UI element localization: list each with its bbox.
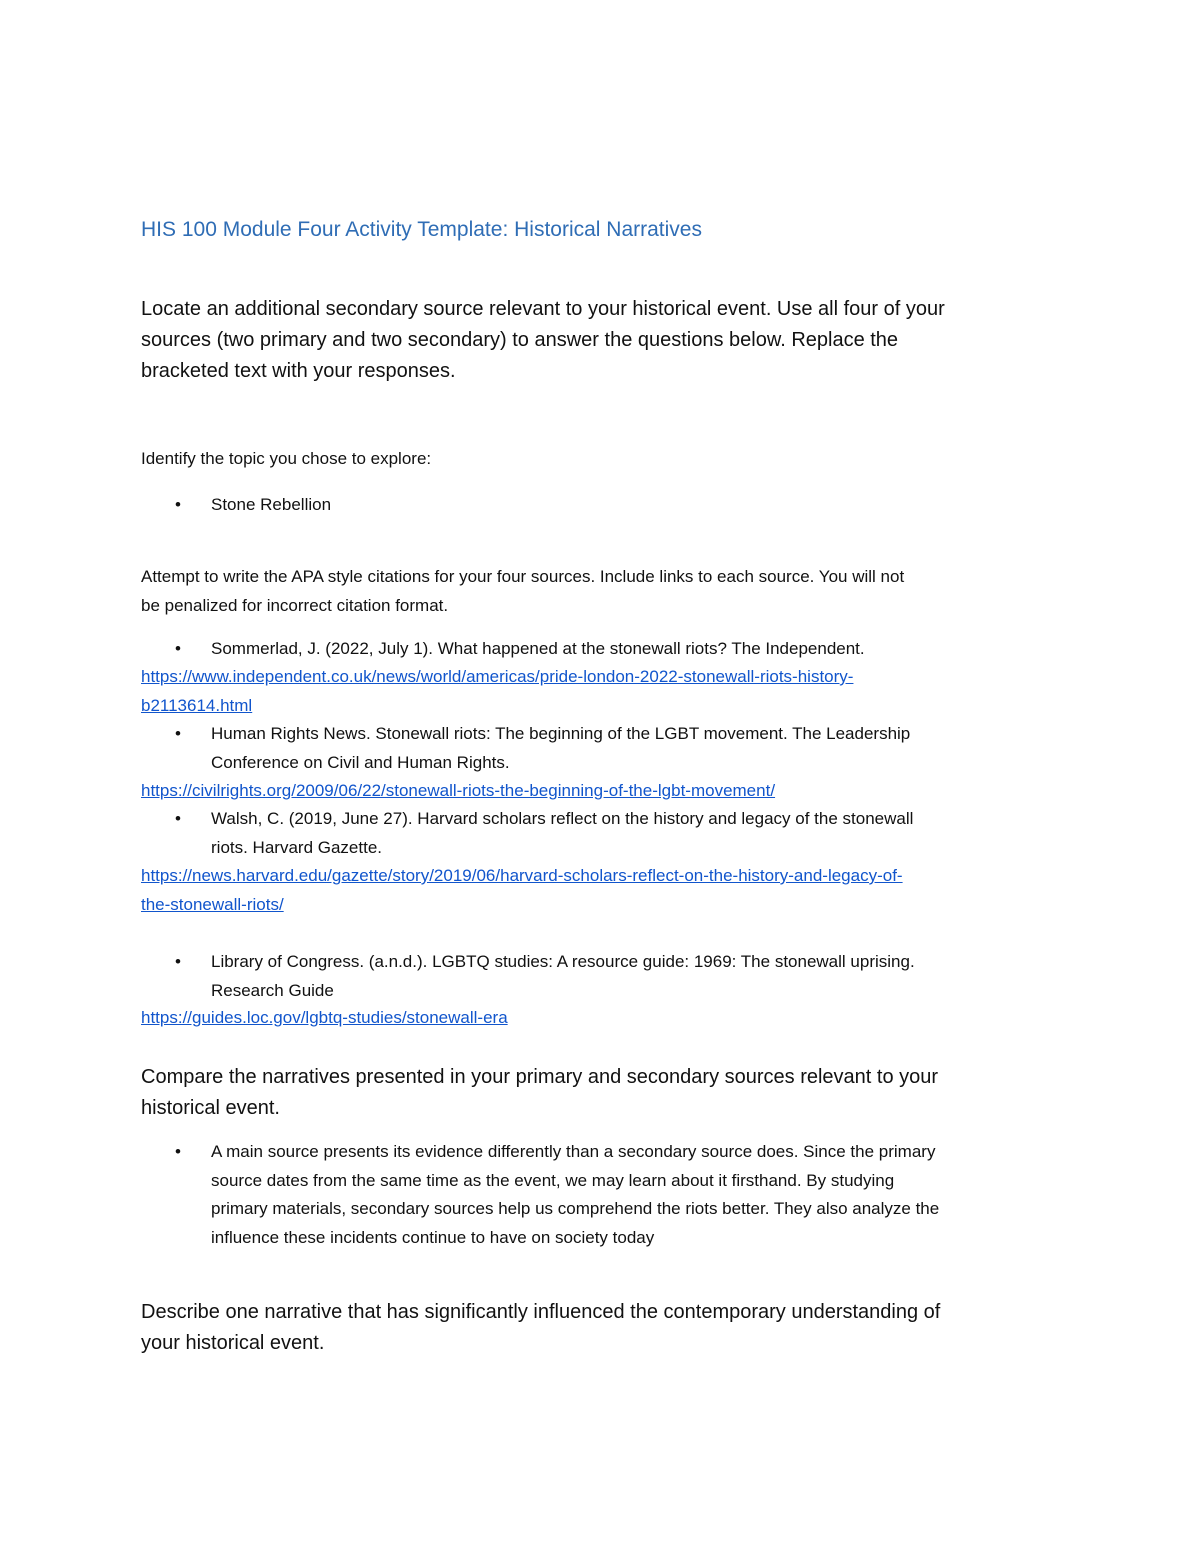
topic-answer: Stone Rebellion [211,495,332,514]
bullet-icon: • [175,952,181,971]
bullet-icon: • [175,495,181,514]
citation-text-line: Walsh, C. (2019, June 27). Harvard scholars reflect on the history and legacy of the stonewall [211,809,914,828]
compare-question [141,1062,1071,1124]
bullet-icon: • [175,639,181,658]
describe-question-line: your historical event. [141,1332,325,1354]
compare-answer-line: A main source presents its evidence differently than a secondary source does. Since the primary [211,1142,936,1161]
intro-line: bracketed text with your responses. [141,360,456,382]
compare-answer-line: influence these incidents continue to have on society today [211,1227,655,1247]
citation-text-line: Conference on Civil and Human Rights. [211,752,510,772]
document-title: HIS 100 Module Four Activity Template: Historical Narratives [141,218,702,241]
bullet-icon: • [175,1142,181,1161]
citation-link[interactable] [141,663,853,720]
citation-text-line: Sommerlad, J. (2022, July 1). What happened at the stonewall riots? The Independent. [211,639,865,658]
intro-line: Locate an additional secondary source relevant to your historical event. Use all four of your [141,298,945,320]
citation-link-line[interactable]: https://guides.loc.gov/lgbtq-studies/stonewall-era [141,1008,508,1027]
citation-link-line[interactable]: https://news.harvard.edu/gazette/story/2019/06/harvard-scholars-reflect-on-the-history-and-legacy-of- [141,866,903,885]
intro-line: sources (two primary and two secondary) to answer the questions below. Replace the [141,329,899,351]
citation-link[interactable] [141,777,775,806]
bullet-icon: • [175,724,181,743]
citation-text-line: Research Guide [211,980,334,1000]
citation-link-line[interactable]: https://www.independent.co.uk/news/world/americas/pride-london-2022-stonewall-riots-history- [141,667,854,686]
citation-prompt-line: be penalized for incorrect citation format. [141,596,449,615]
citation-link[interactable] [141,1004,508,1033]
citation-prompt-line: Attempt to write the APA style citations for your four sources. Include links to each source. You will not [141,567,905,586]
citation-link-line[interactable]: b2113614.html [141,695,253,715]
citation-text-line: Library of Congress. (a.n.d.). LGBTQ studies: A resource guide: 1969: The stonewall uprising. [211,952,915,971]
describe-question-line: Describe one narrative that has significantly influenced the contemporary understanding of [141,1301,941,1323]
bullet-icon: • [175,809,181,828]
describe-question [141,1297,1071,1359]
citation-link-line[interactable]: https://civilrights.org/2009/06/22/stonewall-riots-the-beginning-of-the-lgbt-movement/ [141,781,776,800]
compare-question-line: Compare the narratives presented in your primary and secondary sources relevant to your [141,1066,939,1088]
citation-link-line[interactable]: the-stonewall-riots/ [141,894,284,914]
compare-answer-line: primary materials, secondary sources help us comprehend the riots better. They also analyze the [211,1199,940,1218]
citation-link[interactable] [141,862,903,919]
citation-text-line: Human Rights News. Stonewall riots: The beginning of the LGBT movement. The Leadership [211,724,911,743]
compare-question-line: historical event. [141,1097,280,1119]
compare-answer-line: source dates from the same time as the event, we may learn about it firsthand. By studying [211,1170,895,1190]
intro-paragraph [141,294,1071,387]
topic-prompt: Identify the topic you chose to explore: [141,449,432,468]
citation-text-line: riots. Harvard Gazette. [211,837,383,857]
citation-prompt [141,562,1071,620]
